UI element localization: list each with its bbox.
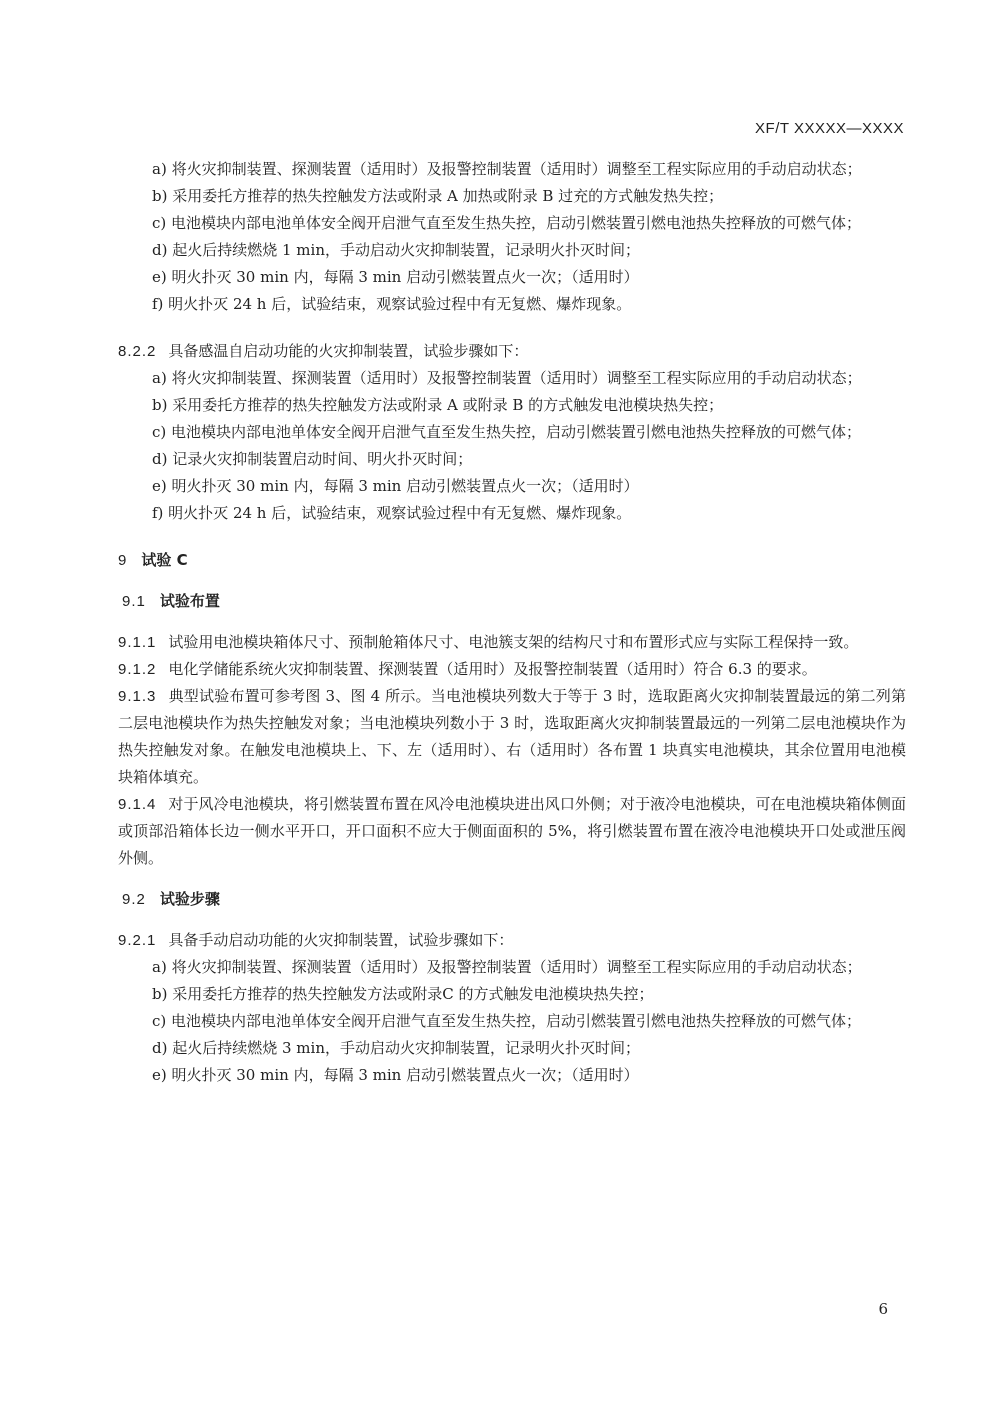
clause-text: 试验用电池模块箱体尺寸、预制舱箱体尺寸、电池簇支架的结构尺寸和布置形式应与实际工程保持一致。 bbox=[168, 633, 859, 651]
spacer bbox=[118, 872, 906, 886]
section-heading-9-1 bbox=[118, 588, 906, 615]
clause-text: 具备手动启动功能的火灾抑制装置，试验步骤如下： bbox=[168, 931, 514, 949]
clause-9-1-1 bbox=[118, 629, 906, 656]
clause-text: 电化学储能系统火灾抑制装置、探测装置（适用时）及报警控制装置（适用时）符合 6.3 的要求。 bbox=[168, 660, 817, 678]
clause-text: 具备感温自启动功能的火灾抑制装置，试验步骤如下： bbox=[168, 342, 529, 360]
clause-9-1-2 bbox=[118, 656, 906, 683]
list-item: e) 明火扑灭 30 min 内，每隔 3 min 启动引燃装置点火一次；（适用时） bbox=[152, 268, 639, 286]
section-title: 试验 C bbox=[141, 551, 188, 569]
section-heading-9-2 bbox=[118, 886, 906, 913]
clause-number: 9.1.3 bbox=[118, 688, 157, 705]
section-number: 9 bbox=[118, 552, 128, 569]
page-number: 6 bbox=[878, 1300, 888, 1318]
clause-9-1-4 bbox=[118, 791, 906, 872]
page-content bbox=[118, 156, 906, 1089]
list-item: b) 采用委托方推荐的热失控触发方法或附录 A 加热或附录 B 过充的方式触发热失控； bbox=[152, 187, 724, 205]
list-item: a) 将火灾抑制装置、探测装置（适用时）及报警控制装置（适用时）调整至工程实际应用的手动启动状态； bbox=[152, 958, 862, 976]
clause-number: 8.2.2 bbox=[118, 343, 157, 360]
list-item: b) 采用委托方推荐的热失控触发方法或附录C 的方式触发电池模块热失控； bbox=[152, 985, 654, 1003]
spacer bbox=[118, 574, 906, 588]
list-item: c) 电池模块内部电池单体安全阀开启泄气直至发生热失控，启动引燃装置引燃电池热失控释放的可燃气体； bbox=[152, 214, 862, 232]
spacer bbox=[118, 615, 906, 629]
clause-8-2-2 bbox=[118, 338, 906, 365]
list-item: c) 电池模块内部电池单体安全阀开启泄气直至发生热失控，启动引燃装置引燃电池热失控释放的可燃气体； bbox=[152, 1012, 862, 1030]
section-number: 9.1 bbox=[122, 593, 146, 610]
list-item: e) 明火扑灭 30 min 内，每隔 3 min 启动引燃装置点火一次；（适用时） bbox=[152, 1066, 639, 1084]
list-item: d) 起火后持续燃烧 1 min，手动启动火灾抑制装置，记录明火扑灭时间； bbox=[152, 241, 640, 259]
list-item: c) 电池模块内部电池单体安全阀开启泄气直至发生热失控，启动引燃装置引燃电池热失控释放的可燃气体； bbox=[152, 423, 862, 441]
clause-number: 9.1.2 bbox=[118, 661, 157, 678]
spacer bbox=[118, 913, 906, 927]
section-heading-9 bbox=[118, 547, 906, 574]
clause-number: 9.1.1 bbox=[118, 634, 157, 651]
list-item: d) 起火后持续燃烧 3 min，手动启动火灾抑制装置，记录明火扑灭时间； bbox=[152, 1039, 640, 1057]
clause-text: 对于风冷电池模块，将引燃装置布置在风冷电池模块进出风口外侧；对于液冷电池模块，可在电池模块箱体侧面或顶部沿箱体长边一侧水平开口，开口面积不应大于侧面面积的 5%，将引燃装置布置在液冷电池模块开口处或泄压阀外侧。 bbox=[118, 795, 906, 867]
list-item: a) 将火灾抑制装置、探测装置（适用时）及报警控制装置（适用时）调整至工程实际应用的手动启动状态； bbox=[152, 160, 862, 178]
clause-number: 9.2.1 bbox=[118, 932, 157, 949]
list-item: d) 记录火灾抑制装置启动时间、明火扑灭时间； bbox=[152, 450, 473, 468]
spacer bbox=[118, 527, 906, 547]
clause-9-2-1 bbox=[118, 927, 906, 954]
clause-number: 9.1.4 bbox=[118, 796, 157, 813]
spacer bbox=[118, 318, 906, 338]
list-item: f) 明火扑灭 24 h 后，试验结束，观察试验过程中有无复燃、爆炸现象。 bbox=[152, 504, 632, 522]
document-code: XF/T XXXXX—XXXX bbox=[755, 120, 904, 137]
section-number: 9.2 bbox=[122, 891, 146, 908]
clause-text: 典型试验布置可参考图 3、图 4 所示。当电池模块列数大于等于 3 时，选取距离火灾抑制装置最远的第二列第二层电池模块作为热失控触发对象；当电池模块列数小于 3 时，选取距离火灾抑制装置最远的一列第二层电池模块作为热失控触发对象。在触发电池模块上、下、左（适用时）、右（适用时）各布置 1 块真实电池模块，其余位置用电池模块箱体填充。 bbox=[118, 687, 906, 786]
clause-9-1-3 bbox=[118, 683, 906, 791]
list-item: b) 采用委托方推荐的热失控触发方法或附录 A 或附录 B 的方式触发电池模块热失控； bbox=[152, 396, 724, 414]
section-title: 试验布置 bbox=[159, 592, 220, 610]
section-title: 试验步骤 bbox=[159, 890, 220, 908]
list-item: e) 明火扑灭 30 min 内，每隔 3 min 启动引燃装置点火一次；（适用时） bbox=[152, 477, 639, 495]
list-item: f) 明火扑灭 24 h 后，试验结束，观察试验过程中有无复燃、爆炸现象。 bbox=[152, 295, 632, 313]
list-item: a) 将火灾抑制装置、探测装置（适用时）及报警控制装置（适用时）调整至工程实际应用的手动启动状态； bbox=[152, 369, 862, 387]
